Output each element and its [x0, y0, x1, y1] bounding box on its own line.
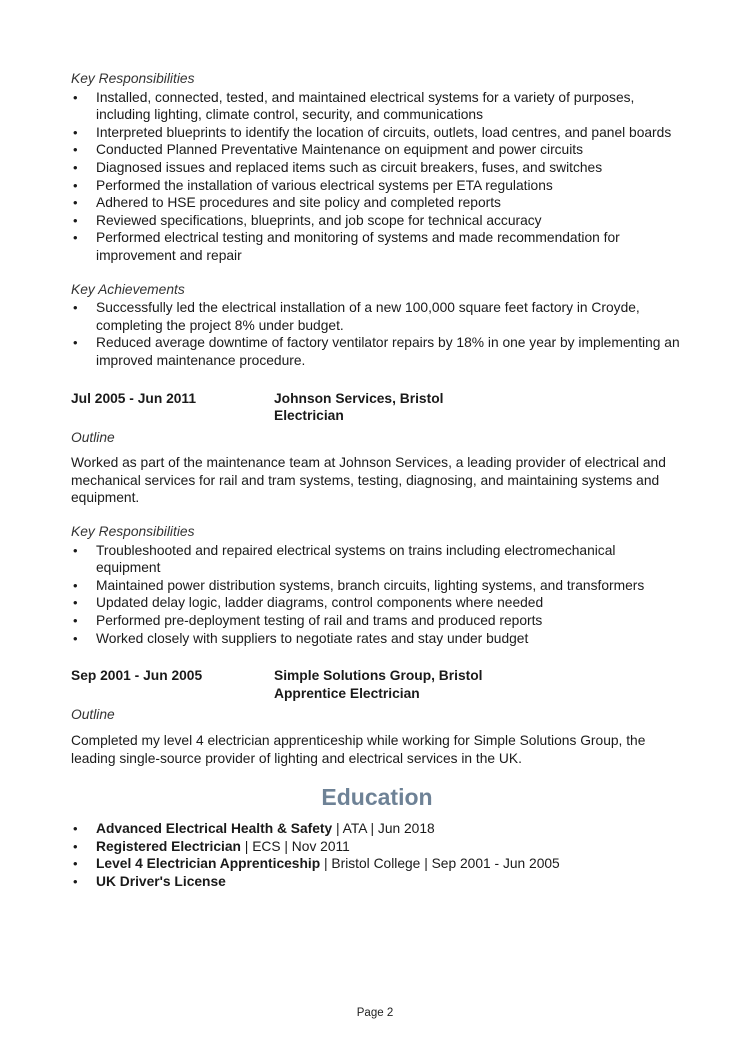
- job3-company: Simple Solutions Group, Bristol: [274, 668, 483, 684]
- job2-outline-label: Outline: [71, 429, 115, 445]
- list-item: • Reduced average downtime of factory ventilator repairs by 18% in one year by implementing an improved maintenance procedure.: [71, 334, 683, 369]
- job2-header: [71, 390, 683, 425]
- resume-page: [71, 70, 683, 891]
- list-item: [71, 855, 683, 873]
- job2-title: Electrician: [274, 408, 344, 424]
- job3-header: [71, 667, 683, 702]
- page-number: Page 2: [356, 1007, 394, 1019]
- list-item: • Performed the installation of various electrical systems per ETA regulations: [71, 177, 683, 195]
- job1-responsibilities-list: [71, 89, 683, 265]
- list-item: • Reviewed specifications, blueprints, and job scope for technical accuracy: [71, 212, 683, 230]
- education-item-detail: | ATA | Jun 2018: [332, 821, 435, 837]
- list-item: • Troubleshooted and repaired electrical systems on trains including electromechanical equipment: [71, 542, 683, 577]
- list-item: • Maintained power distribution systems, branch circuits, lighting systems, and transformers: [71, 577, 683, 595]
- education-item-detail: | ECS | Nov 2011: [240, 838, 350, 854]
- list-item: • Conducted Planned Preventative Maintenance on equipment and power circuits: [71, 141, 683, 159]
- job2-responsibilities-list: [71, 542, 683, 648]
- list-item: [71, 873, 683, 891]
- job3-outline: Completed my level 4 electrician apprenticeship while working for Simple Solutions Group, the leading single-source provider of lighting and electrical services in the UK.: [71, 733, 646, 766]
- list-item: • Installed, connected, tested, and maintained electrical systems for a variety of purposes, including lighting, climate control, security, and communications: [71, 89, 683, 124]
- job1-responsibilities-label: Key Responsibilities: [71, 71, 195, 86]
- education-item-name: Registered Electrician: [96, 838, 241, 854]
- job2-dates: Jul 2005 - Jun 2011: [71, 390, 197, 406]
- job3-dates: Sep 2001 - Jun 2005: [71, 668, 203, 684]
- list-item: • Interpreted blueprints to identify the location of circuits, outlets, load centres, and panel boards: [71, 124, 683, 142]
- job3-title: Apprentice Electrician: [274, 685, 420, 701]
- education-list: [71, 820, 683, 890]
- education-item-detail: | Bristol College | Sep 2001 - Jun 2005: [320, 856, 560, 872]
- education-heading: Education: [321, 784, 433, 811]
- job2-company: Johnson Services, Bristol: [274, 390, 444, 406]
- list-item: • Updated delay logic, ladder diagrams, control components where needed: [71, 594, 683, 612]
- education-item-name: Advanced Electrical Health & Safety: [96, 821, 333, 837]
- education-item-name: UK Driver's License: [96, 873, 226, 889]
- list-item: • Diagnosed issues and replaced items such as circuit breakers, fuses, and switches: [71, 159, 683, 177]
- list-item: • Successfully led the electrical installation of a new 100,000 square feet factory in Croyde, completing the project 8% under budget.: [71, 299, 683, 334]
- education-item-name: Level 4 Electrician Apprenticeship: [96, 856, 321, 872]
- list-item: [71, 838, 683, 856]
- job2-outline: Worked as part of the maintenance team at Johnson Services, a leading provider of electrical and mechanical services for rail and tram systems, testing, diagnosing, and maintaining systems and equipment.: [71, 455, 666, 506]
- job2-responsibilities-label: Key Responsibilities: [71, 524, 195, 540]
- job1-achievements-list: [71, 299, 683, 369]
- list-item: • Performed pre-deployment testing of rail and trams and produced reports: [71, 612, 683, 630]
- list-item: [71, 820, 683, 838]
- job1-achievements-label: Key Achievements: [71, 281, 185, 297]
- job3-outline-label: Outline: [71, 707, 115, 723]
- list-item: • Performed electrical testing and monitoring of systems and made recommendation for improvement and repair: [71, 229, 683, 264]
- list-item: • Adhered to HSE procedures and site policy and completed reports: [71, 194, 683, 212]
- list-item: • Worked closely with suppliers to negotiate rates and stay under budget: [71, 630, 683, 648]
